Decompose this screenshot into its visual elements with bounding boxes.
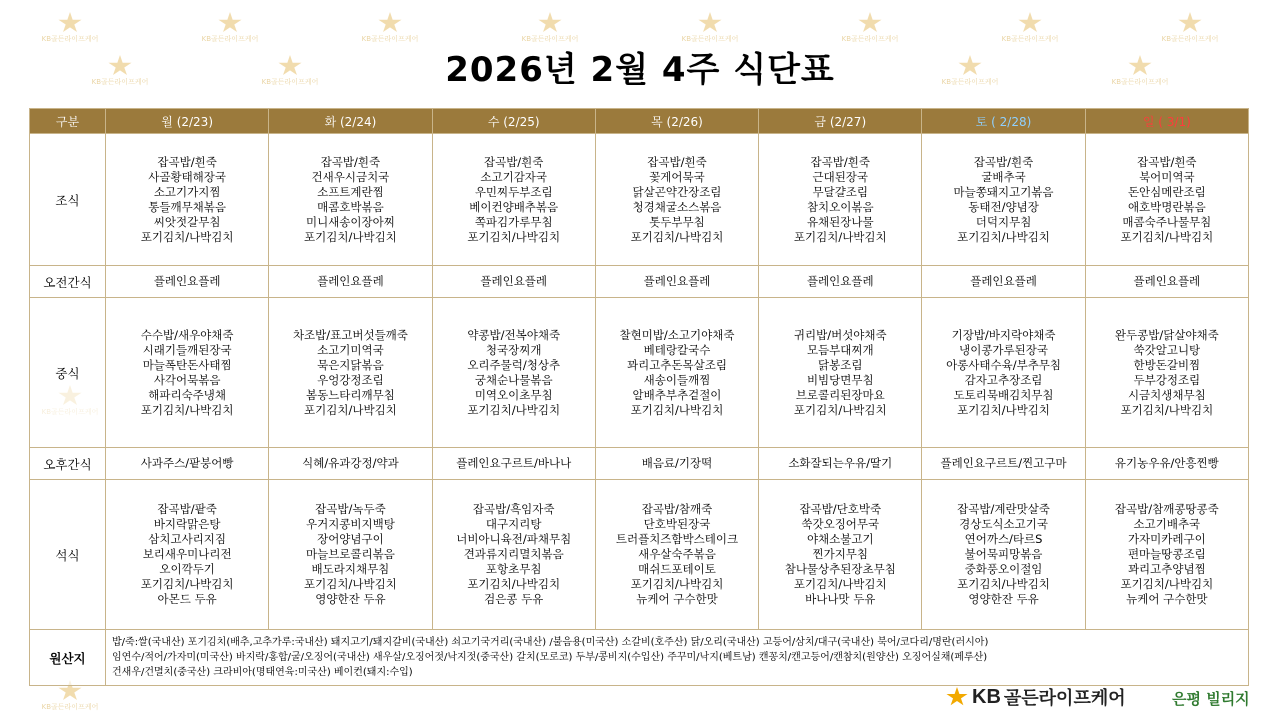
menu-item: 소화잘되는우유/딸기: [788, 456, 893, 470]
menu-item: 포기김치/나박김치: [957, 402, 1050, 417]
menu-item: 플레인요구르트/찐고구마: [940, 456, 1067, 470]
menu-item: 북어미역국: [1139, 169, 1195, 184]
menu-item: 편마늘땅콩조림: [1127, 547, 1206, 561]
origin-row: [30, 630, 1249, 686]
kb-logo: [946, 682, 1126, 712]
menu-item: 트러플치즈함박스테이크: [615, 532, 739, 546]
menu-item: 우민찌두부조림: [474, 184, 553, 199]
morning-snack-row: [30, 266, 1249, 298]
watermark-logo: [990, 12, 1070, 43]
menu-item: 기장밥/바지락야채죽: [951, 327, 1056, 342]
meal-category-label: 오전간식: [30, 266, 106, 298]
menu-item: 영양한잔 두유: [315, 592, 386, 606]
watermark-logo: [830, 12, 910, 43]
menu-cell-sun: [1085, 480, 1248, 630]
menu-item: 잡곡밥/단호박죽: [799, 502, 882, 516]
menu-item: 포기김치/나박김치: [140, 577, 234, 591]
menu-item: 장어양념구이: [317, 532, 384, 546]
menu-item: 포기김치/나박김치: [140, 402, 234, 417]
menu-item: 건새우시금치국: [311, 169, 390, 184]
watermark-logo: [350, 12, 430, 43]
menu-item: 새우살숙주볶음: [638, 547, 716, 561]
breakfast-row: [30, 134, 1249, 266]
menu-item: 봄동느타리깨무침: [305, 387, 395, 402]
menu-item: 검은콩 두유: [484, 592, 544, 606]
menu-item: 꽃게어묵국: [649, 169, 705, 184]
menu-cell-thu: [595, 480, 758, 630]
table-header-row: [30, 109, 1249, 134]
menu-cell-fri: [759, 266, 922, 298]
menu-cell-wed: [432, 266, 595, 298]
menu-item: 포기김치/나박김치: [467, 402, 561, 417]
menu-item: 포기김치/나박김치: [793, 577, 887, 591]
menu-item: 한방돈갈비찜: [1133, 357, 1201, 372]
page-title: 2026년 2월 4주 식단표: [445, 50, 835, 90]
menu-item: 잡곡밥/녹두죽: [315, 502, 386, 516]
watermark-text: KB골든라이프케어: [521, 35, 579, 43]
menu-cell-fri: [759, 134, 922, 266]
origin-line: 임연수/적어/가자미(미국산) 바지락/홍합/굴/오징어(국내산) 새우살/오징어젓/낙지젓(중국산) 갈치(모로코) 두부/콩비지(수입산) 주꾸미/낙지(베트남) 캔꽁치/캔고등어/캔참치(원양산) 오징어실채(페루산): [112, 652, 988, 663]
logo-brand-name: 골든라이프케어: [1003, 688, 1126, 709]
menu-item: 견과류지리멸치볶음: [463, 547, 564, 561]
header-day-mon: 월 (2/23): [106, 109, 269, 134]
menu-item: 궁채순나물볶음: [474, 372, 553, 387]
menu-item: 영양한잔 두유: [968, 592, 1039, 606]
menu-item: 새송이들깨찜: [643, 372, 711, 387]
menu-item: 우거지콩비지백탕: [305, 517, 395, 531]
menu-cell-tue: [269, 448, 432, 480]
header-day-tue: 화 (2/24): [269, 109, 432, 134]
menu-cell-wed: [432, 448, 595, 480]
menu-item: 참나물상추된장초무침: [784, 562, 896, 576]
watermark-logo: [30, 12, 110, 43]
menu-cell-sat: [922, 266, 1085, 298]
header-day-thu: 목 (2/26): [595, 109, 758, 134]
menu-item: 유채된장나물: [806, 214, 874, 229]
menu-item: 비빔당면무침: [806, 372, 874, 387]
meal-category-label: 중식: [30, 298, 106, 448]
watermark-logo: [1150, 12, 1230, 43]
menu-item: 냉이콩가루된장국: [959, 342, 1048, 357]
village-name: 은평 빌리지: [1172, 690, 1250, 708]
star-icon: [698, 12, 722, 34]
menu-item: 청경채굴소스볶음: [632, 199, 722, 214]
menu-item: 미니새송이장아찌: [305, 214, 395, 229]
menu-item: 잡곡밥/흰죽: [810, 154, 870, 169]
menu-item: 포기김치/나박김치: [1120, 402, 1214, 417]
star-icon: [1018, 12, 1042, 34]
menu-item: 플레인요플레: [317, 274, 384, 288]
watermark-text: KB골든라이프케어: [41, 35, 99, 43]
menu-item: 중화풍오이절임: [964, 562, 1043, 576]
menu-cell-thu: [595, 266, 758, 298]
star-icon: [378, 12, 402, 34]
menu-item: 찐가지무침: [812, 547, 869, 561]
menu-item: 포기김치/나박김치: [304, 402, 397, 417]
logo-brand: KB: [972, 685, 1001, 708]
menu-item: 쑥갓오징어무국: [801, 517, 880, 531]
menu-item: 마늘브로콜리볶음: [305, 547, 395, 561]
origin-line: 밥/죽:쌀(국내산) 포기김치(배추,고추가루:국내산) 돼지고기/돼지갈비(국내산) 쇠고기국거리(국내산) /불음용(미국산) 소갈비(호주산) 닭/오리(국내산) 고등어/삼치/대구(국내산) 북어/코다리/명란(러시아): [112, 637, 989, 648]
menu-cell-sat: [922, 448, 1085, 480]
menu-cell-thu: [595, 448, 758, 480]
header-day-sun: 일 ( 3/1): [1085, 109, 1248, 134]
meal-plan-table: [29, 108, 1249, 686]
menu-item: 베테랑칼국수: [643, 342, 711, 357]
menu-item: 참치오이볶음: [806, 199, 874, 214]
menu-item: 너비아니육전/파채무침: [456, 532, 572, 546]
menu-item: 꽈리고추돈목살조림: [626, 357, 727, 372]
menu-item: 차조밥/표고버섯들깨죽: [292, 327, 408, 342]
menu-cell-sat: [922, 480, 1085, 630]
menu-cell-sun: [1085, 298, 1248, 448]
menu-item: 더덕지무침: [975, 214, 1032, 229]
menu-item: 미역오이초무침: [474, 387, 553, 402]
menu-item: 플레인요플레: [970, 274, 1037, 288]
watermark-text: KB골든라이프케어: [1111, 78, 1169, 86]
menu-item: 잡곡밥/팥죽: [157, 502, 217, 516]
menu-item: 포기김치/나박김치: [793, 229, 887, 244]
origin-label: 원산지: [30, 630, 106, 686]
watermark-logo: [670, 12, 750, 43]
menu-item: 잡곡밥/흰죽: [483, 154, 544, 169]
menu-item: 바나나맛 두유: [805, 592, 876, 606]
menu-item: 브로콜리된장마요: [795, 387, 885, 402]
menu-item: 배음료/기장떡: [641, 456, 713, 470]
menu-item: 가자미카레구이: [1127, 532, 1206, 546]
menu-item: 닭봉조림: [818, 357, 863, 372]
menu-item: 매콤숙주나물무침: [1122, 214, 1212, 229]
menu-item: 아롱사태수육/부추무침: [946, 357, 1062, 372]
menu-item: 시래기들깨된장국: [142, 342, 232, 357]
menu-item: 잡곡밥/흰죽: [647, 154, 707, 169]
header-category: 구분: [30, 109, 106, 134]
menu-item: 사과주스/팥붕어빵: [140, 456, 234, 470]
menu-item: 아몬드 두유: [157, 592, 217, 606]
menu-cell-mon: [106, 448, 269, 480]
menu-item: 시금치생채무침: [1127, 387, 1206, 402]
menu-item: 잡곡밥/흑임자죽: [472, 502, 555, 516]
star-icon: [218, 12, 242, 34]
header-day-sat: 토 ( 2/28): [922, 109, 1085, 134]
menu-cell-tue: [269, 298, 432, 448]
menu-cell-thu: [595, 298, 758, 448]
menu-item: 무달걀조림: [812, 184, 869, 199]
star-icon: [1178, 12, 1202, 34]
menu-item: 씨앗젓갈무침: [153, 214, 221, 229]
menu-item: 감자고추장조림: [964, 372, 1043, 387]
menu-cell-mon: [106, 134, 269, 266]
menu-item: 소프트계란찜: [317, 184, 384, 199]
star-icon: [858, 12, 882, 34]
menu-cell-sun: [1085, 448, 1248, 480]
menu-item: 보리새우미나리전: [142, 547, 232, 561]
menu-item: 마늘폭탄돈사태찜: [142, 357, 232, 372]
watermark-text: KB골든라이프케어: [1001, 35, 1059, 43]
menu-item: 대구지리탕: [485, 517, 542, 531]
menu-item: 포기김치/나박김치: [793, 402, 887, 417]
origin-line: 건새우/건멸치(중국산) 크라비아(명태연육:미국산) 베이컨(돼지:수입): [112, 667, 413, 678]
menu-item: 불어묵피망볶음: [964, 547, 1043, 561]
menu-item: 잡곡밥/흰죽: [157, 154, 217, 169]
watermark-text: KB골든라이프케어: [91, 78, 149, 86]
menu-item: 포기김치/나박김치: [1120, 577, 1214, 591]
menu-cell-wed: [432, 298, 595, 448]
menu-cell-fri: [759, 298, 922, 448]
menu-item: 잡곡밥/흰죽: [1137, 154, 1197, 169]
menu-item: 포기김치/나박김치: [1120, 229, 1214, 244]
menu-cell-sat: [922, 298, 1085, 448]
menu-cell-fri: [759, 480, 922, 630]
header-day-fri: 금 (2/27): [759, 109, 922, 134]
menu-item: 근대된장국: [812, 169, 869, 184]
menu-item: 동태전/양념장: [968, 199, 1039, 214]
menu-item: 오리주물럭/청상추: [467, 357, 561, 372]
menu-item: 포기김치/나박김치: [630, 577, 724, 591]
menu-item: 포항초무침: [485, 562, 542, 576]
menu-item: 쪽파김가루무침: [474, 214, 553, 229]
menu-item: 잡곡밥/계란맛살죽: [957, 502, 1050, 516]
menu-item: 톳두부무침: [649, 214, 705, 229]
menu-item: 마늘쫑돼지고기볶음: [953, 184, 1054, 199]
menu-item: 연어까스/타르S: [964, 532, 1043, 546]
menu-item: 플레인요플레: [153, 274, 221, 288]
menu-cell-sun: [1085, 266, 1248, 298]
menu-item: 단호박된장국: [643, 517, 711, 531]
menu-cell-tue: [269, 134, 432, 266]
menu-item: 알배추부추겉절이: [632, 387, 722, 402]
menu-cell-mon: [106, 266, 269, 298]
watermark-text: KB골든라이프케어: [841, 35, 899, 43]
menu-cell-wed: [432, 480, 595, 630]
menu-item: 베이컨양배추볶음: [469, 199, 559, 214]
menu-item: 포기김치/나박김치: [630, 229, 724, 244]
origin-info: [106, 630, 1249, 686]
menu-item: 야채소불고기: [806, 532, 874, 546]
star-icon: [538, 12, 562, 34]
watermark-text: KB골든라이프케어: [41, 703, 99, 711]
menu-item: 소고기미역국: [317, 342, 384, 357]
menu-cell-sun: [1085, 134, 1248, 266]
menu-cell-tue: [269, 266, 432, 298]
menu-item: 청국장찌개: [485, 342, 542, 357]
menu-item: 완두콩밥/닭살야채죽: [1114, 327, 1219, 342]
menu-item: 플레인요플레: [1133, 274, 1201, 288]
menu-item: 꽈리고추양념찜: [1127, 562, 1206, 576]
menu-item: 포기김치/나박김치: [467, 577, 561, 591]
menu-item: 포기김치/나박김치: [304, 229, 397, 244]
watermark-text: KB골든라이프케어: [201, 35, 259, 43]
menu-item: 포기김치/나박김치: [304, 577, 397, 591]
menu-item: 포기김치/나박김치: [957, 577, 1050, 591]
menu-item: 플레인요구르트/바나나: [456, 456, 572, 470]
menu-item: 식혜/유과강정/약과: [302, 456, 399, 470]
menu-item: 묵은지닭볶음: [317, 357, 384, 372]
menu-item: 도토리묵배김치무침: [953, 387, 1054, 402]
menu-item: 바지락맑은탕: [153, 517, 221, 531]
menu-item: 포기김치/나박김치: [467, 229, 561, 244]
menu-item: 잡곡밥/참깨콩땅콩죽: [1114, 502, 1219, 516]
menu-item: 닭살곤약간장조림: [632, 184, 722, 199]
meal-category-label: 조식: [30, 134, 106, 266]
star-icon: [58, 12, 82, 34]
menu-cell-mon: [106, 298, 269, 448]
menu-item: 사골황태해장국: [148, 169, 227, 184]
watermark-logo: [510, 12, 590, 43]
menu-item: 뉴케어 구수한맛: [636, 592, 718, 606]
lunch-row: [30, 298, 1249, 448]
menu-cell-mon: [106, 480, 269, 630]
meal-category-label: 석식: [30, 480, 106, 630]
watermark-text: KB골든라이프케어: [681, 35, 739, 43]
watermark-text: KB골든라이프케어: [941, 78, 999, 86]
menu-item: 약콩밥/전복야채죽: [467, 327, 561, 342]
menu-item: 삼치고사리지짐: [148, 532, 227, 546]
menu-item: 포기김치/나박김치: [630, 402, 724, 417]
menu-item: 수수밥/새우야채죽: [140, 327, 234, 342]
star-icon: [946, 687, 968, 707]
menu-item: 소고기배추국: [1133, 517, 1201, 531]
menu-item: 잡곡밥/흰죽: [973, 154, 1034, 169]
dinner-row: [30, 480, 1249, 630]
menu-cell-fri: [759, 448, 922, 480]
menu-item: 해파리숙주냉채: [148, 387, 227, 402]
menu-item: 플레인요플레: [480, 274, 548, 288]
meal-category-label: 오후간식: [30, 448, 106, 480]
watermark-text: KB골든라이프케어: [261, 78, 319, 86]
menu-item: 돈안심메란조림: [1127, 184, 1206, 199]
menu-item: 매콤호박볶음: [317, 199, 384, 214]
menu-item: 잡곡밥/참깨죽: [641, 502, 713, 516]
menu-item: 쑥갓알고니탕: [1133, 342, 1201, 357]
menu-cell-tue: [269, 480, 432, 630]
menu-cell-wed: [432, 134, 595, 266]
menu-item: 배도라지채무침: [311, 562, 390, 576]
menu-cell-sat: [922, 134, 1085, 266]
menu-item: 애호박명란볶음: [1127, 199, 1206, 214]
menu-item: 잡곡밥/흰죽: [320, 154, 381, 169]
menu-item: 귀리밥/버섯야채죽: [793, 327, 887, 342]
header-day-wed: 수 (2/25): [432, 109, 595, 134]
watermark-text: KB골든라이프케어: [361, 35, 419, 43]
afternoon-snack-row: [30, 448, 1249, 480]
menu-item: 경상도식소고기국: [959, 517, 1048, 531]
menu-item: 소고기가지찜: [153, 184, 221, 199]
menu-item: 뉴케어 구수한맛: [1126, 592, 1208, 606]
menu-item: 오이깍두기: [159, 562, 215, 576]
menu-item: 사각어묵볶음: [153, 372, 221, 387]
menu-item: 찰현미밥/소고기야채죽: [619, 327, 735, 342]
menu-item: 포기김치/나박김치: [140, 229, 234, 244]
menu-item: 굴배추국: [981, 169, 1026, 184]
menu-item: 유기농우유/안흥찐빵: [1114, 456, 1219, 470]
menu-cell-thu: [595, 134, 758, 266]
watermark-logo: [190, 12, 270, 43]
menu-item: 플레인요플레: [806, 274, 874, 288]
menu-item: 통들깨무채볶음: [148, 199, 227, 214]
watermark-text: KB골든라이프케어: [1161, 35, 1219, 43]
menu-item: 모듬부대찌개: [806, 342, 874, 357]
menu-item: 포기김치/나박김치: [957, 229, 1050, 244]
menu-item: 매쉬드포테이토: [638, 562, 716, 576]
menu-item: 플레인요플레: [643, 274, 711, 288]
menu-item: 두부강정조림: [1133, 372, 1201, 387]
menu-item: 우엉강정조림: [317, 372, 384, 387]
menu-item: 소고기감자국: [480, 169, 548, 184]
